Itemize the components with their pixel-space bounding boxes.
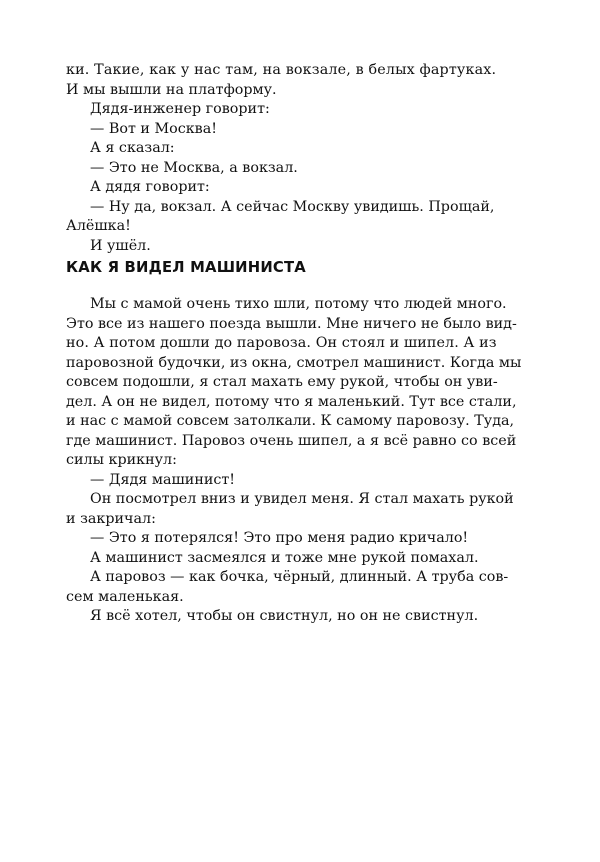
text-line: — Это я потерялся! Это про меня радио кричало! xyxy=(90,530,469,546)
text-line: — Это не Москва, а вокзал. xyxy=(90,160,298,176)
text-line: дел. А он не видел, потому что я маленький. Тут все стали, xyxy=(66,394,517,410)
text-line: Он посмотрел вниз и увидел меня. Я стал махать рукой xyxy=(90,491,514,507)
text-line: и закричал: xyxy=(66,511,156,527)
text-line: — Ну да, вокзал. А сейчас Москву увидишь. Прощай, xyxy=(90,199,495,215)
text-line: А паровоз — как бочка, чёрный, длинный. А труба сов- xyxy=(90,569,509,585)
text-line: но. А потом дошли до паровоза. Он стоял и шипел. А из xyxy=(66,335,497,351)
text-line: силы крикнул: xyxy=(66,452,177,468)
text-line: сем маленькая. xyxy=(66,589,184,605)
text-line: Алёшка! xyxy=(66,218,131,234)
text-line: А машинист засмеялся и тоже мне рукой помахал. xyxy=(90,550,479,566)
text-line: паровозной будочки, из окна, смотрел машинист. Когда мы xyxy=(66,355,522,371)
text-line: А я сказал: xyxy=(90,140,175,156)
text-line: И мы вышли на платформу. xyxy=(66,82,277,98)
text-line: Это все из нашего поезда вышли. Мне ничего не было вид- xyxy=(66,316,517,332)
text-line: Дядя-инженер говорит: xyxy=(90,101,270,117)
text-line: Мы с мамой очень тихо шли, потому что людей много. xyxy=(90,296,507,312)
section-title: КАК Я ВИДЕЛ МАШИНИСТА xyxy=(66,259,306,276)
text-line: совсем подошли, я стал махать ему рукой, чтобы он уви- xyxy=(66,374,498,390)
text-line: И ушёл. xyxy=(90,238,151,254)
text-line: А дядя говорит: xyxy=(90,179,210,195)
text-line: — Дядя машинист! xyxy=(90,472,236,488)
text-line: — Вот и Москва! xyxy=(90,121,217,137)
text-line: где машинист. Паровоз очень шипел, а я всё равно со всей xyxy=(66,433,517,449)
text-line: ки. Такие, как у нас там, на вокзале, в белых фартуках. xyxy=(66,62,497,78)
text-line: Я всё хотел, чтобы он свистнул, но он не свистнул. xyxy=(90,608,479,624)
text-line: и нас с мамой совсем затолкали. К самому паровозу. Туда, xyxy=(66,413,515,429)
